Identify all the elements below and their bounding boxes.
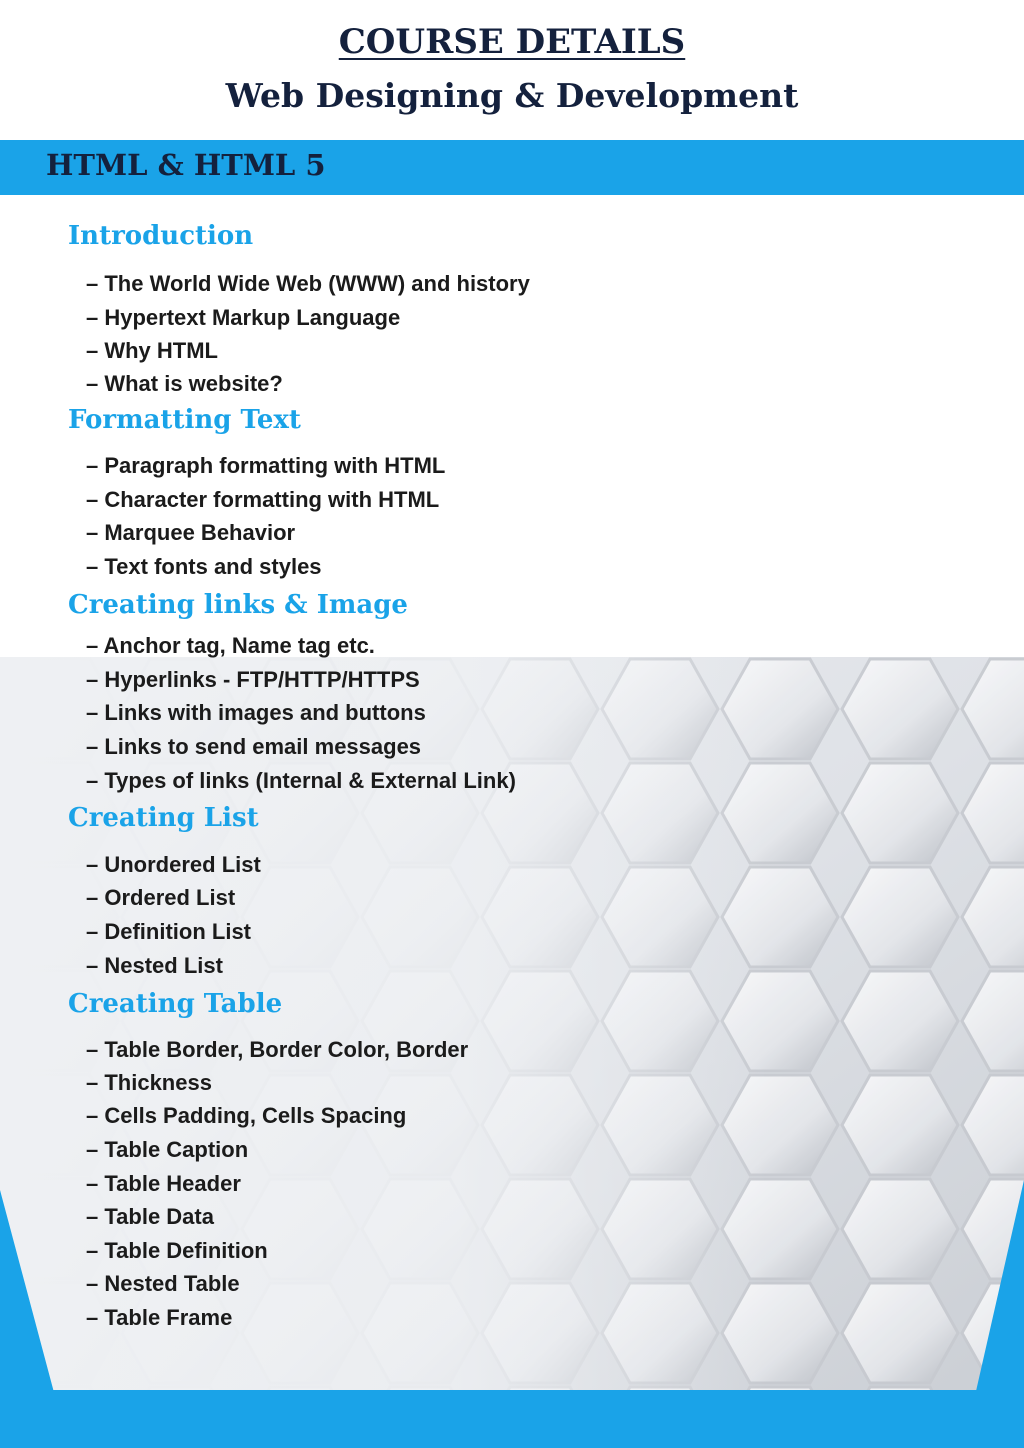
list-item: – Nested List xyxy=(86,953,223,978)
list-item: – Paragraph formatting with HTML xyxy=(86,453,446,478)
list-item: – What is website? xyxy=(86,371,283,396)
list-item: – Types of links (Internal & External Link) xyxy=(86,768,516,793)
list-item: – Table Header xyxy=(86,1171,241,1196)
topic-creating-table-heading: Creating Table xyxy=(68,989,283,1019)
page-subtitle: Web Designing & Development xyxy=(225,76,799,115)
list-item: – Why HTML xyxy=(86,338,218,363)
section-title: HTML & HTML 5 xyxy=(46,148,326,182)
topic-links-image-heading: Creating links & Image xyxy=(68,590,408,620)
topic-formatting-text-heading: Formatting Text xyxy=(68,405,301,435)
list-item: – Cells Padding, Cells Spacing xyxy=(86,1103,407,1128)
list-item: – Unordered List xyxy=(86,852,261,877)
list-item: – Table Border, Border Color, Border xyxy=(86,1037,469,1062)
topic-creating-list-heading: Creating List xyxy=(68,803,259,833)
list-item: – Text fonts and styles xyxy=(86,554,322,579)
list-item: – Table Data xyxy=(86,1204,214,1229)
list-item: – Ordered List xyxy=(86,885,236,910)
page-title: COURSE DETAILS xyxy=(338,22,686,62)
list-item: – Table Definition xyxy=(86,1238,268,1263)
list-item: – Hyperlinks - FTP/HTTP/HTTPS xyxy=(86,667,420,692)
list-item: – Character formatting with HTML xyxy=(86,487,440,512)
list-item: – Table Frame xyxy=(86,1305,233,1330)
list-item: – The World Wide Web (WWW) and history xyxy=(86,271,530,296)
list-item: – Nested Table xyxy=(86,1271,240,1296)
topic-introduction-heading: Introduction xyxy=(68,221,254,251)
list-item: – Links with images and buttons xyxy=(86,700,426,725)
list-item: – Hypertext Markup Language xyxy=(86,305,401,330)
list-item: – Links to send email messages xyxy=(86,734,422,759)
list-item: – Anchor tag, Name tag etc. xyxy=(86,633,375,658)
list-item: – Thickness xyxy=(86,1070,212,1095)
list-item: – Table Caption xyxy=(86,1137,249,1162)
list-item: – Definition List xyxy=(86,919,251,944)
list-item: – Marquee Behavior xyxy=(86,520,296,545)
